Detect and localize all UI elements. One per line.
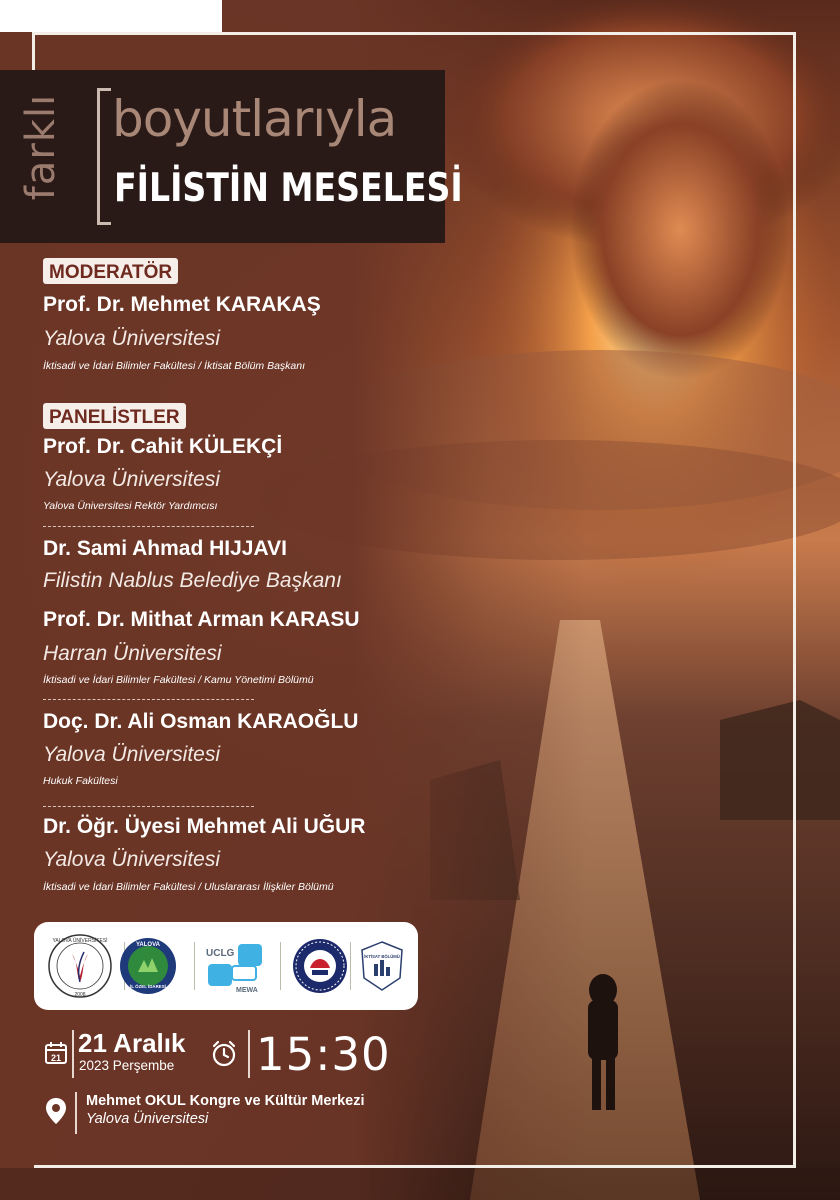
moderator-department: İktisadi ve İdari Bilimler Fakültesi / İktisat Bölüm Başkanı: [43, 360, 306, 372]
title-divider-bottom: [97, 222, 111, 225]
uclg-mewa-logo: [202, 932, 272, 1000]
title-vertical: [18, 80, 94, 220]
alarm-clock-icon: [210, 1040, 238, 1073]
panelist-name: Dr. Öğr. Üyesi Mehmet Ali UĞUR: [43, 815, 366, 838]
logo-bar: [34, 922, 418, 1010]
panelist-institution: Yalova Üniversitesi: [43, 848, 221, 871]
panelists-badge: PANELİSTLER: [43, 403, 186, 429]
title-divider-top: [97, 88, 111, 91]
divider: [43, 699, 254, 700]
title-vertical-text: farklı: [18, 93, 65, 201]
panelist-department: Hukuk Fakültesi: [43, 775, 118, 787]
event-venue-sub: Yalova Üniversitesi: [86, 1111, 209, 1127]
panelist-name: Doç. Dr. Ali Osman KARAOĞLU: [43, 710, 359, 733]
event-date: 21 Aralık: [78, 1028, 186, 1058]
date-separator: [72, 1030, 74, 1078]
divider: [43, 806, 254, 807]
event-time: 15:30: [256, 1028, 391, 1081]
yalova-university-logo: [46, 932, 114, 1000]
panelist-institution: Filistin Nablus Belediye Başkanı: [43, 569, 342, 592]
panelist-institution: Yalova Üniversitesi: [43, 468, 221, 491]
panelist-department: Yalova Üniversitesi Rektör Yardımcısı: [43, 500, 218, 512]
uclg-text: UCLG: [206, 948, 235, 959]
divider: [43, 526, 254, 527]
title-line2: FİLİSTİN MESELESİ: [114, 166, 463, 211]
mewa-text: MEWA: [236, 987, 258, 994]
panelist-name: Prof. Dr. Mithat Arman KARASU: [43, 608, 360, 631]
title-line1: boyutlarıyla: [112, 90, 397, 148]
yalova-uni-year: 2008: [74, 992, 86, 998]
location-pin-icon: [44, 1096, 68, 1131]
calendar-icon: [44, 1041, 68, 1070]
title-divider: [97, 88, 100, 224]
panelist-name: Prof. Dr. Cahit KÜLEKÇİ: [43, 435, 283, 458]
yalova-uni-text: YALOVA ÜNİVERSİTESİ: [52, 938, 108, 944]
moderator-name: Prof. Dr. Mehmet KARAKAŞ: [43, 293, 321, 316]
time-separator: [248, 1030, 250, 1078]
calendar-day: 21: [50, 1053, 62, 1063]
poster-frame-corner: [32, 32, 35, 70]
event-venue: Mehmet OKUL Kongre ve Kültür Merkezi: [86, 1093, 365, 1109]
panelist-institution: Yalova Üniversitesi: [43, 743, 221, 766]
logo-separator: [280, 942, 281, 990]
panelist-department: İktisadi ve İdari Bilimler Fakültesi / Uluslararası İlişkiler Bölümü: [43, 881, 334, 893]
moderator-badge: MODERATÖR: [43, 258, 178, 284]
panelist-institution: Harran Üniversitesi: [43, 642, 222, 665]
venue-separator: [75, 1092, 77, 1134]
panelist-department: İktisadi ve İdari Bilimler Fakültesi / Kamu Yönetimi Bölümü: [43, 674, 314, 686]
il-ozel-text2: İL ÖZEL İDARESİ: [130, 984, 166, 989]
panelist-name: Dr. Sami Ahmad HIJJAVI: [43, 537, 287, 560]
iktisat-bolumu-logo: [350, 932, 414, 1000]
event-date-sub: 2023 Perşembe: [79, 1058, 175, 1073]
top-white-strip: [0, 0, 222, 32]
il-ozel-text1: YALOVA: [135, 942, 161, 948]
moderator-institution: Yalova Üniversitesi: [43, 327, 221, 350]
emblem-logo: [286, 932, 354, 1000]
il-ozel-idaresi-logo: [114, 932, 182, 1000]
logo-separator: [194, 942, 195, 990]
dept-logo-text: İKTİSAT BÖLÜMÜ: [364, 954, 400, 959]
